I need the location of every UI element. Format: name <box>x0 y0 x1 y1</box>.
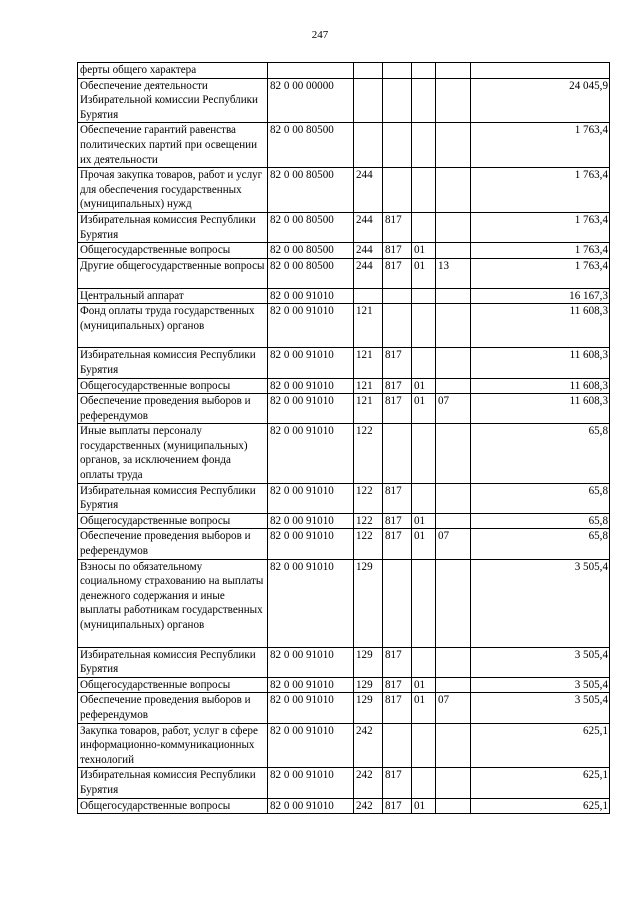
target-code-cell: 82 0 00 91010 <box>268 378 354 394</box>
section-cell: 01 <box>412 394 436 424</box>
section-cell <box>412 288 436 304</box>
section-cell: 01 <box>412 693 436 723</box>
expense-name-cell: Избирательная комиссия Республики Бурятия <box>78 483 268 513</box>
amount-cell: 1 763,4 <box>471 243 610 259</box>
expense-type-cell: 242 <box>354 768 383 798</box>
amount-cell: 3 505,4 <box>471 677 610 693</box>
expense-type-cell: 129 <box>354 693 383 723</box>
expense-name-cell: Обеспечение гарантий равенства политических партий при освещении их деятельности <box>78 123 268 168</box>
table-row <box>78 798 610 814</box>
expense-name-cell: Общегосударственные вопросы <box>78 378 268 394</box>
amount-cell: 3 505,4 <box>471 559 610 647</box>
target-code-cell: 82 0 00 80500 <box>268 243 354 259</box>
expense-name-cell: Центральный аппарат <box>78 288 268 304</box>
expense-type-cell: 129 <box>354 647 383 677</box>
subsection-cell <box>436 559 471 647</box>
ministry-code-cell <box>383 123 412 168</box>
ministry-code-cell: 817 <box>383 258 412 288</box>
table-row <box>78 304 610 348</box>
expense-type-cell: 242 <box>354 723 383 768</box>
section-cell: 01 <box>412 513 436 529</box>
ministry-code-cell: 817 <box>383 513 412 529</box>
expense-type-cell: 122 <box>354 424 383 483</box>
target-code-cell: 82 0 00 91010 <box>268 559 354 647</box>
target-code-cell: 82 0 00 80500 <box>268 123 354 168</box>
section-cell <box>412 424 436 483</box>
target-code-cell: 82 0 00 91010 <box>268 304 354 348</box>
target-code-cell: 82 0 00 91010 <box>268 768 354 798</box>
expense-type-cell <box>354 63 383 79</box>
ministry-code-cell <box>383 288 412 304</box>
expense-name-cell: Избирательная комиссия Республики Бурятия <box>78 768 268 798</box>
table-row <box>78 483 610 513</box>
target-code-cell: 82 0 00 91010 <box>268 483 354 513</box>
subsection-cell: 07 <box>436 693 471 723</box>
ministry-code-cell <box>383 78 412 123</box>
table-row <box>78 677 610 693</box>
subsection-cell <box>436 243 471 259</box>
expense-type-cell: 244 <box>354 243 383 259</box>
subsection-cell <box>436 677 471 693</box>
expense-type-cell: 122 <box>354 483 383 513</box>
ministry-code-cell: 817 <box>383 378 412 394</box>
amount-cell: 24 045,9 <box>471 78 610 123</box>
ministry-code-cell <box>383 304 412 348</box>
ministry-code-cell: 817 <box>383 693 412 723</box>
ministry-code-cell: 817 <box>383 647 412 677</box>
expense-name-cell: ферты общего характера <box>78 63 268 79</box>
subsection-cell <box>436 647 471 677</box>
amount-cell <box>471 63 610 79</box>
table-row <box>78 123 610 168</box>
expense-type-cell: 244 <box>354 168 383 213</box>
subsection-cell <box>436 78 471 123</box>
table-row <box>78 168 610 213</box>
expense-name-cell: Закупка товаров, работ, услуг в сфере информационно-коммуникационных технологий <box>78 723 268 768</box>
ministry-code-cell: 817 <box>383 483 412 513</box>
expense-name-cell: Обеспечение проведения выборов и референдумов <box>78 394 268 424</box>
expense-type-cell <box>354 123 383 168</box>
expense-type-cell: 244 <box>354 212 383 242</box>
subsection-cell: 13 <box>436 258 471 288</box>
target-code-cell: 82 0 00 80500 <box>268 168 354 213</box>
section-cell: 01 <box>412 378 436 394</box>
target-code-cell: 82 0 00 80500 <box>268 212 354 242</box>
target-code-cell <box>268 63 354 79</box>
section-cell: 01 <box>412 243 436 259</box>
expense-type-cell: 122 <box>354 513 383 529</box>
table-row <box>78 723 610 768</box>
target-code-cell: 82 0 00 91010 <box>268 647 354 677</box>
amount-cell: 1 763,4 <box>471 123 610 168</box>
section-cell: 01 <box>412 798 436 814</box>
amount-cell: 11 608,3 <box>471 348 610 378</box>
target-code-cell: 82 0 00 91010 <box>268 677 354 693</box>
expense-name-cell: Иные выплаты персоналу государственных (муниципальных) органов, за исключением фонда оплаты труда <box>78 424 268 483</box>
expense-name-cell: Общегосударственные вопросы <box>78 243 268 259</box>
expense-name-cell: Обеспечение проведения выборов и референдумов <box>78 693 268 723</box>
subsection-cell <box>436 168 471 213</box>
subsection-cell <box>436 288 471 304</box>
section-cell <box>412 212 436 242</box>
section-cell <box>412 304 436 348</box>
ministry-code-cell: 817 <box>383 243 412 259</box>
amount-cell: 65,8 <box>471 483 610 513</box>
section-cell: 01 <box>412 677 436 693</box>
expense-name-cell: Взносы по обязательному социальному страхованию на выплаты денежного содержания и иные выплаты работникам государственных (муниципальных) органов <box>78 559 268 647</box>
subsection-cell <box>436 63 471 79</box>
subsection-cell <box>436 483 471 513</box>
subsection-cell: 07 <box>436 529 471 559</box>
table-row <box>78 288 610 304</box>
ministry-code-cell: 817 <box>383 348 412 378</box>
target-code-cell: 82 0 00 91010 <box>268 288 354 304</box>
subsection-cell <box>436 424 471 483</box>
expense-name-cell: Общегосударственные вопросы <box>78 513 268 529</box>
expense-name-cell: Общегосударственные вопросы <box>78 798 268 814</box>
ministry-code-cell <box>383 63 412 79</box>
expense-type-cell: 121 <box>354 304 383 348</box>
ministry-code-cell: 817 <box>383 529 412 559</box>
subsection-cell <box>436 723 471 768</box>
table-row <box>78 768 610 798</box>
expense-name-cell: Другие общегосударственные вопросы <box>78 258 268 288</box>
target-code-cell: 82 0 00 00000 <box>268 78 354 123</box>
table-row <box>78 243 610 259</box>
ministry-code-cell <box>383 723 412 768</box>
expense-name-cell: Избирательная комиссия Республики Бурятия <box>78 348 268 378</box>
section-cell <box>412 723 436 768</box>
subsection-cell <box>436 304 471 348</box>
target-code-cell: 82 0 00 91010 <box>268 424 354 483</box>
expense-type-cell: 121 <box>354 378 383 394</box>
expense-type-cell <box>354 78 383 123</box>
amount-cell: 1 763,4 <box>471 212 610 242</box>
table-row <box>78 693 610 723</box>
section-cell <box>412 348 436 378</box>
budget-table-body <box>78 63 610 814</box>
target-code-cell: 82 0 00 91010 <box>268 798 354 814</box>
expense-type-cell: 121 <box>354 394 383 424</box>
table-row <box>78 258 610 288</box>
subsection-cell <box>436 513 471 529</box>
ministry-code-cell <box>383 559 412 647</box>
ministry-code-cell: 817 <box>383 677 412 693</box>
expense-type-cell: 244 <box>354 258 383 288</box>
target-code-cell: 82 0 00 91010 <box>268 394 354 424</box>
amount-cell: 11 608,3 <box>471 378 610 394</box>
ministry-code-cell <box>383 168 412 213</box>
expense-type-cell <box>354 288 383 304</box>
section-cell: 01 <box>412 529 436 559</box>
section-cell <box>412 123 436 168</box>
expense-type-cell: 242 <box>354 798 383 814</box>
subsection-cell <box>436 378 471 394</box>
subsection-cell <box>436 348 471 378</box>
subsection-cell <box>436 768 471 798</box>
table-row <box>78 424 610 483</box>
expense-name-cell: Прочая закупка товаров, работ и услуг для обеспечения государственных (муниципальных) нужд <box>78 168 268 213</box>
ministry-code-cell: 817 <box>383 212 412 242</box>
section-cell <box>412 63 436 79</box>
table-row <box>78 513 610 529</box>
table-row <box>78 378 610 394</box>
target-code-cell: 82 0 00 91010 <box>268 513 354 529</box>
amount-cell: 11 608,3 <box>471 394 610 424</box>
expense-name-cell: Обеспечение проведения выборов и референдумов <box>78 529 268 559</box>
expense-name-cell: Обеспечение деятельности Избирательной комиссии Республики Бурятия <box>78 78 268 123</box>
amount-cell: 65,8 <box>471 529 610 559</box>
ministry-code-cell: 817 <box>383 394 412 424</box>
section-cell <box>412 647 436 677</box>
expense-name-cell: Избирательная комиссия Республики Бурятия <box>78 212 268 242</box>
target-code-cell: 82 0 00 91010 <box>268 529 354 559</box>
amount-cell: 625,1 <box>471 723 610 768</box>
section-cell <box>412 483 436 513</box>
ministry-code-cell: 817 <box>383 798 412 814</box>
expense-name-cell: Фонд оплаты труда государственных (муниципальных) органов <box>78 304 268 348</box>
expense-type-cell: 122 <box>354 529 383 559</box>
subsection-cell <box>436 798 471 814</box>
target-code-cell: 82 0 00 80500 <box>268 258 354 288</box>
page-number: 247 <box>311 29 329 41</box>
table-row <box>78 78 610 123</box>
table-row <box>78 394 610 424</box>
subsection-cell <box>436 212 471 242</box>
amount-cell: 3 505,4 <box>471 647 610 677</box>
table-row <box>78 63 610 79</box>
budget-table <box>77 62 610 814</box>
amount-cell: 625,1 <box>471 768 610 798</box>
table-row <box>78 529 610 559</box>
expense-type-cell: 129 <box>354 559 383 647</box>
target-code-cell: 82 0 00 91010 <box>268 348 354 378</box>
amount-cell: 1 763,4 <box>471 168 610 213</box>
table-row <box>78 212 610 242</box>
table-row <box>78 647 610 677</box>
ministry-code-cell: 817 <box>383 768 412 798</box>
amount-cell: 65,8 <box>471 513 610 529</box>
section-cell <box>412 559 436 647</box>
amount-cell: 16 167,3 <box>471 288 610 304</box>
subsection-cell: 07 <box>436 394 471 424</box>
amount-cell: 3 505,4 <box>471 693 610 723</box>
target-code-cell: 82 0 00 91010 <box>268 693 354 723</box>
expense-name-cell: Общегосударственные вопросы <box>78 677 268 693</box>
section-cell <box>412 768 436 798</box>
section-cell: 01 <box>412 258 436 288</box>
section-cell <box>412 78 436 123</box>
section-cell <box>412 168 436 213</box>
amount-cell: 625,1 <box>471 798 610 814</box>
expense-type-cell: 129 <box>354 677 383 693</box>
expense-name-cell: Избирательная комиссия Республики Бурятия <box>78 647 268 677</box>
ministry-code-cell <box>383 424 412 483</box>
amount-cell: 11 608,3 <box>471 304 610 348</box>
table-row <box>78 559 610 647</box>
target-code-cell: 82 0 00 91010 <box>268 723 354 768</box>
amount-cell: 1 763,4 <box>471 258 610 288</box>
amount-cell: 65,8 <box>471 424 610 483</box>
subsection-cell <box>436 123 471 168</box>
table-row <box>78 348 610 378</box>
expense-type-cell: 121 <box>354 348 383 378</box>
